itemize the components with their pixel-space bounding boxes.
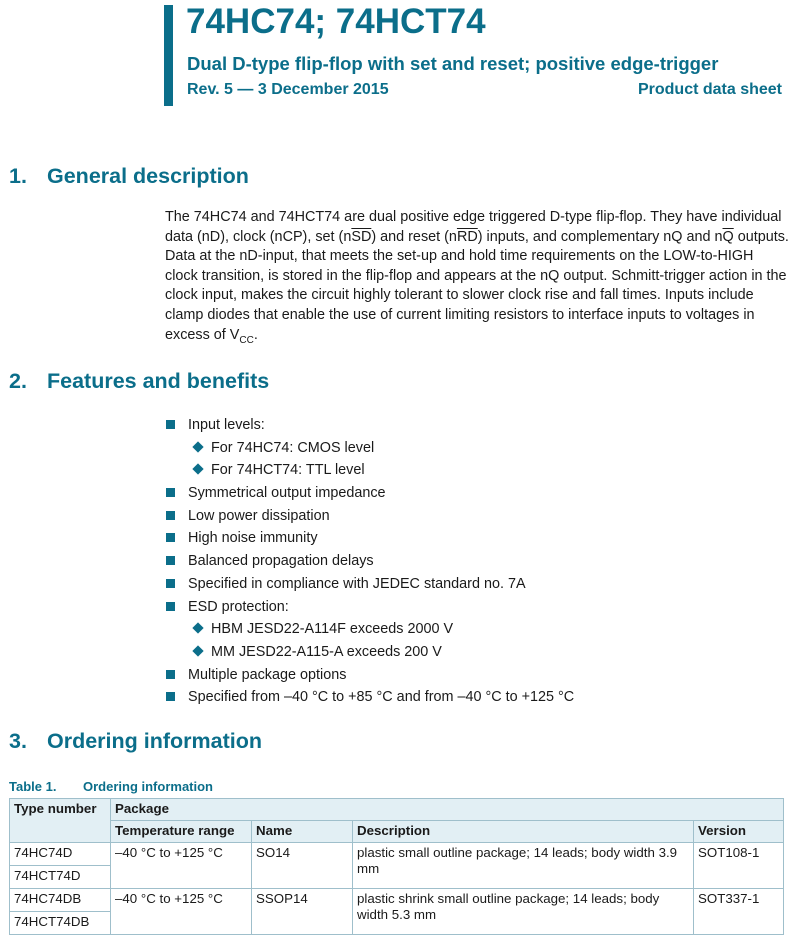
- square-bullet-icon: [166, 511, 175, 520]
- cell-version: SOT108-1: [694, 843, 784, 889]
- cell-temperature-range: –40 °C to +125 °C: [111, 843, 252, 889]
- square-bullet-icon: [166, 692, 175, 701]
- features-list: [166, 416, 574, 711]
- feature-subitem: [166, 439, 574, 462]
- square-bullet-icon: [166, 579, 175, 588]
- feature-item: [166, 666, 574, 689]
- square-bullet-icon: [166, 556, 175, 565]
- description-text: .: [253, 326, 258, 343]
- section-number: 3.: [9, 729, 27, 753]
- feature-subitem: [166, 643, 574, 666]
- header-description: Description: [353, 821, 694, 843]
- feature-text: Multiple package options: [188, 666, 347, 683]
- feature-text: Specified from –40 °C to +85 °C and from –40 °C to +125 °C: [188, 689, 575, 706]
- table-row: [10, 843, 784, 866]
- cell-type-number: 74HC74D: [10, 843, 111, 866]
- document-title: 74HC74; 74HCT74: [186, 2, 486, 41]
- table-number: Table 1.: [9, 779, 57, 794]
- cell-type-number: 74HCT74D: [10, 866, 111, 889]
- description-text: ) inputs, and complementary nQ and n: [477, 228, 723, 245]
- revision-info: Rev. 5 — 3 December 2015: [187, 81, 389, 98]
- table-caption: [9, 779, 213, 794]
- feature-item: [166, 552, 574, 575]
- vcc-subscript: CC: [239, 334, 254, 346]
- header-temperature-range: Temperature range: [111, 821, 252, 843]
- feature-text: HBM JESD22-A114F exceeds 2000 V: [211, 621, 454, 638]
- description-text: ) and reset (n: [371, 228, 457, 245]
- header-name: Name: [252, 821, 353, 843]
- cell-package-name: SO14: [252, 843, 353, 889]
- cell-description: plastic small outline package; 14 leads; body width 3.9 mm: [353, 843, 694, 889]
- diamond-bullet-icon: [192, 645, 203, 656]
- section-title: General description: [47, 164, 249, 188]
- feature-item: [166, 598, 574, 621]
- cell-package-name: SSOP14: [252, 889, 353, 935]
- diamond-bullet-icon: [192, 441, 203, 452]
- feature-text: Specified in compliance with JEDEC standard no. 7A: [188, 575, 526, 592]
- general-description-paragraph: [165, 208, 790, 350]
- feature-item: [166, 688, 574, 711]
- square-bullet-icon: [166, 533, 175, 542]
- feature-text: Balanced propagation delays: [188, 553, 374, 570]
- cell-temperature-range: –40 °C to +125 °C: [111, 889, 252, 935]
- table-header-row: [10, 799, 784, 821]
- feature-text: MM JESD22-A115-A exceeds 200 V: [211, 643, 442, 660]
- feature-subitem: [166, 620, 574, 643]
- feature-item: [166, 416, 574, 439]
- description-text: outputs. Data at the nD-input, that meets the set-up and hold time requirements on the LOW-to-HIGH clock transition, is stored in the flip-flop and appears at the nQ output. Schmitt-trigger action in the clock input, makes the circuit highly tolerant to slower clock rise and fall times. Inputs include clamp diodes that enable the use of current limiting resistors to interface inputs to voltages in excess of V: [165, 228, 789, 343]
- feature-subitem: [166, 461, 574, 484]
- section-number: 1.: [9, 164, 27, 188]
- q-output-overlined: $\overline{Q}$: [722, 228, 734, 245]
- feature-text: High noise immunity: [188, 530, 318, 547]
- feature-text: ESD protection:: [188, 598, 289, 615]
- header-type-number: Type number: [10, 799, 111, 843]
- diamond-bullet-icon: [192, 623, 203, 634]
- header-version: Version: [694, 821, 784, 843]
- document-type: Product data sheet: [637, 81, 782, 98]
- table-title: Ordering information: [83, 779, 213, 794]
- feature-text: Low power dissipation: [188, 507, 330, 524]
- cell-version: SOT337-1: [694, 889, 784, 935]
- reset-signal-overlined: $\overline{RD}$: [456, 228, 478, 245]
- set-signal-overlined: $\overline{SD}$: [351, 228, 372, 245]
- section-heading-features: [9, 368, 269, 394]
- feature-item: [166, 529, 574, 552]
- document-subtitle: Dual D-type flip-flop with set and reset; positive edge-trigger: [187, 53, 719, 74]
- square-bullet-icon: [166, 602, 175, 611]
- feature-item: [166, 575, 574, 598]
- feature-item: [166, 507, 574, 530]
- feature-text: Symmetrical output impedance: [188, 485, 386, 502]
- header-package: Package: [111, 799, 784, 821]
- table-header-row: [10, 821, 784, 843]
- ordering-table: [9, 798, 784, 935]
- square-bullet-icon: [166, 420, 175, 429]
- section-title: Features and benefits: [47, 369, 270, 393]
- section-title: Ordering information: [47, 729, 262, 753]
- feature-item: [166, 484, 574, 507]
- square-bullet-icon: [166, 488, 175, 497]
- square-bullet-icon: [166, 670, 175, 679]
- section-heading-ordering: [9, 728, 262, 754]
- cell-type-number: 74HCT74DB: [10, 912, 111, 935]
- feature-text: For 74HC74: CMOS level: [211, 439, 375, 456]
- diamond-bullet-icon: [192, 464, 203, 475]
- description-text: The 74HC74 and 74HCT74 are dual positive edge triggered D-type flip-flop. They have individual data (nD), clock (nCP), set (n: [165, 209, 782, 245]
- cell-type-number: 74HC74DB: [10, 889, 111, 912]
- section-number: 2.: [9, 369, 27, 393]
- section-heading-general: [9, 163, 249, 189]
- header-accent-bar: [164, 5, 173, 106]
- table-row: [10, 889, 784, 912]
- feature-text: Input levels:: [188, 417, 265, 433]
- feature-text: For 74HCT74: TTL level: [211, 462, 365, 479]
- cell-description: plastic shrink small outline package; 14 leads; body width 5.3 mm: [353, 889, 694, 935]
